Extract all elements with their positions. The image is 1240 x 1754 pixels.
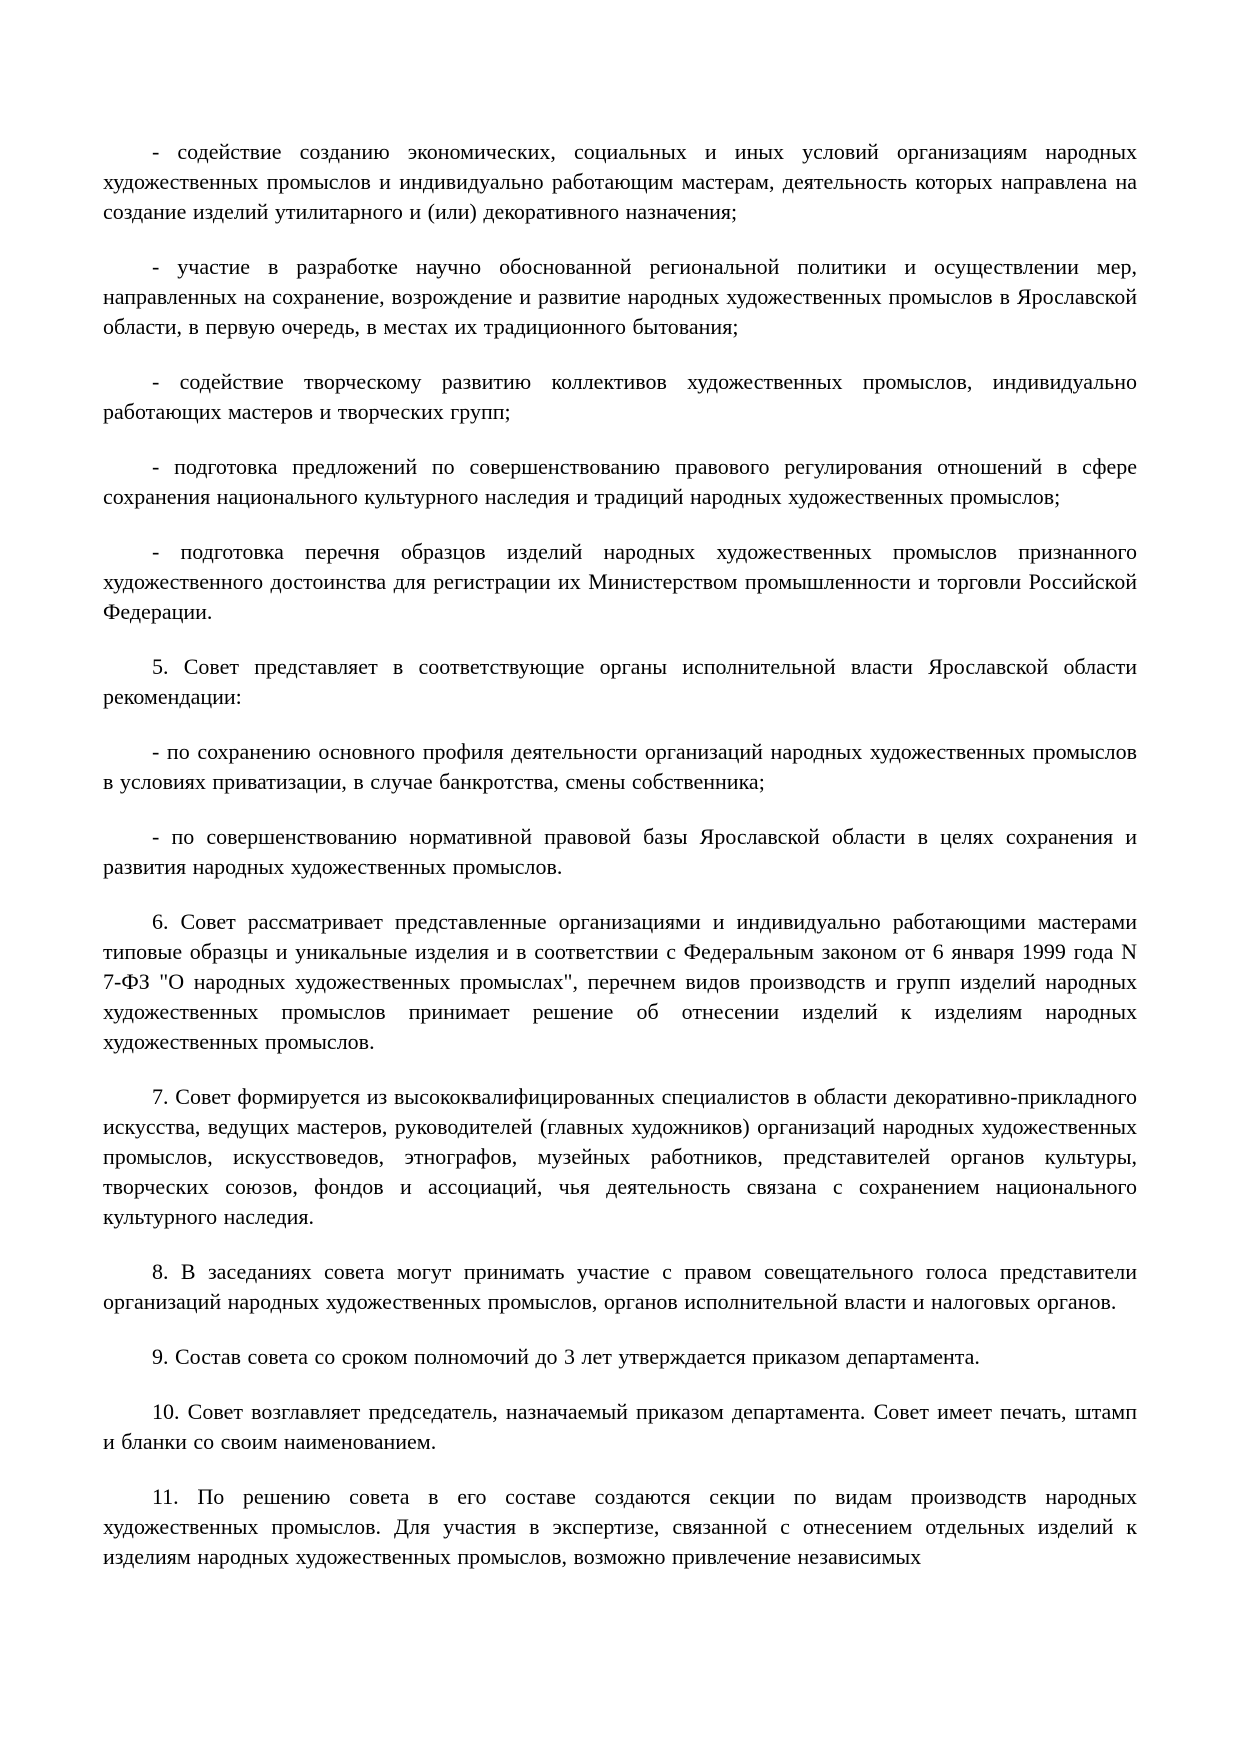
paragraph-item-6: 6. Совет рассматривает представленные организациями и индивидуально работающими мастерами типовые образцы и уникальные изделия и в соответствии с Федеральным законом от 6 января 1999 года N 7-ФЗ "О народных художественных промыслах", перечнем видов производств и групп изделий народных художественных промыслов принимает решение об отнесении изделий к изделиям народных художественных промыслов.: [103, 909, 1137, 1054]
paragraph-bullet-7: - по совершенствованию нормативной правовой базы Ярославской области в целях сохранения и развития народных художественных промыслов.: [103, 824, 1137, 879]
paragraph-bullet-6: - по сохранению основного профиля деятельности организаций народных художественных промыслов в условиях приватизации, в случае банкротства, смены собственника;: [103, 739, 1137, 794]
paragraph-item-9: 9. Состав совета со сроком полномочий до 3 лет утверждается приказом департамента.: [152, 1344, 980, 1369]
paragraph-bullet-1: - содействие созданию экономических, социальных и иных условий организациям народных художественных промыслов и индивидуально работающим мастерам, деятельность которых направлена на создание изделий утилитарного и (или) декоративного назначения;: [103, 139, 1137, 224]
paragraph-bullet-3: - содействие творческому развитию коллективов художественных промыслов, индивидуально работающих мастеров и творческих групп;: [103, 369, 1137, 424]
paragraph-item-10: 10. Совет возглавляет председатель, назначаемый приказом департамента. Совет имеет печать, штамп и бланки со своим наименованием.: [103, 1399, 1137, 1454]
paragraph-item-11: 11. По решению совета в его составе создаются секции по видам производств народных художественных промыслов. Для участия в экспертизе, связанной с отнесением отдельных изделий к изделиям народных художественных промыслов, возможно привлечение независимых: [103, 1484, 1137, 1569]
paragraph-item-8: 8. В заседаниях совета могут принимать участие с правом совещательного голоса представители организаций народных художественных промыслов, органов исполнительной власти и налоговых органов.: [103, 1259, 1137, 1314]
paragraph-bullet-5: - подготовка перечня образцов изделий народных художественных промыслов признанного художественного достоинства для регистрации их Министерством промышленности и торговли Российской Федерации.: [103, 539, 1137, 624]
paragraph-bullet-4: - подготовка предложений по совершенствованию правового регулирования отношений в сфере сохранения национального культурного наследия и традиций народных художественных промыслов;: [103, 454, 1137, 509]
document-body: [103, 137, 1137, 1572]
paragraph-item-7: 7. Совет формируется из высококвалифицированных специалистов в области декоративно-прикладного искусства, ведущих мастеров, руководителей (главных художников) организаций народных художественных промыслов, искусствоведов, этнографов, музейных работников, представителей органов культуры, творческих союзов, фондов и ассоциаций, чья деятельность связана с сохранением национального культурного наследия.: [103, 1084, 1137, 1229]
paragraph-item-5: 5. Совет представляет в соответствующие органы исполнительной власти Ярославской области рекомендации:: [103, 654, 1137, 709]
paragraph-bullet-2: - участие в разработке научно обоснованной региональной политики и осуществлении мер, направленных на сохранение, возрождение и развитие народных художественных промыслов в Ярославской области, в первую очередь, в местах их традиционного бытования;: [103, 254, 1137, 339]
